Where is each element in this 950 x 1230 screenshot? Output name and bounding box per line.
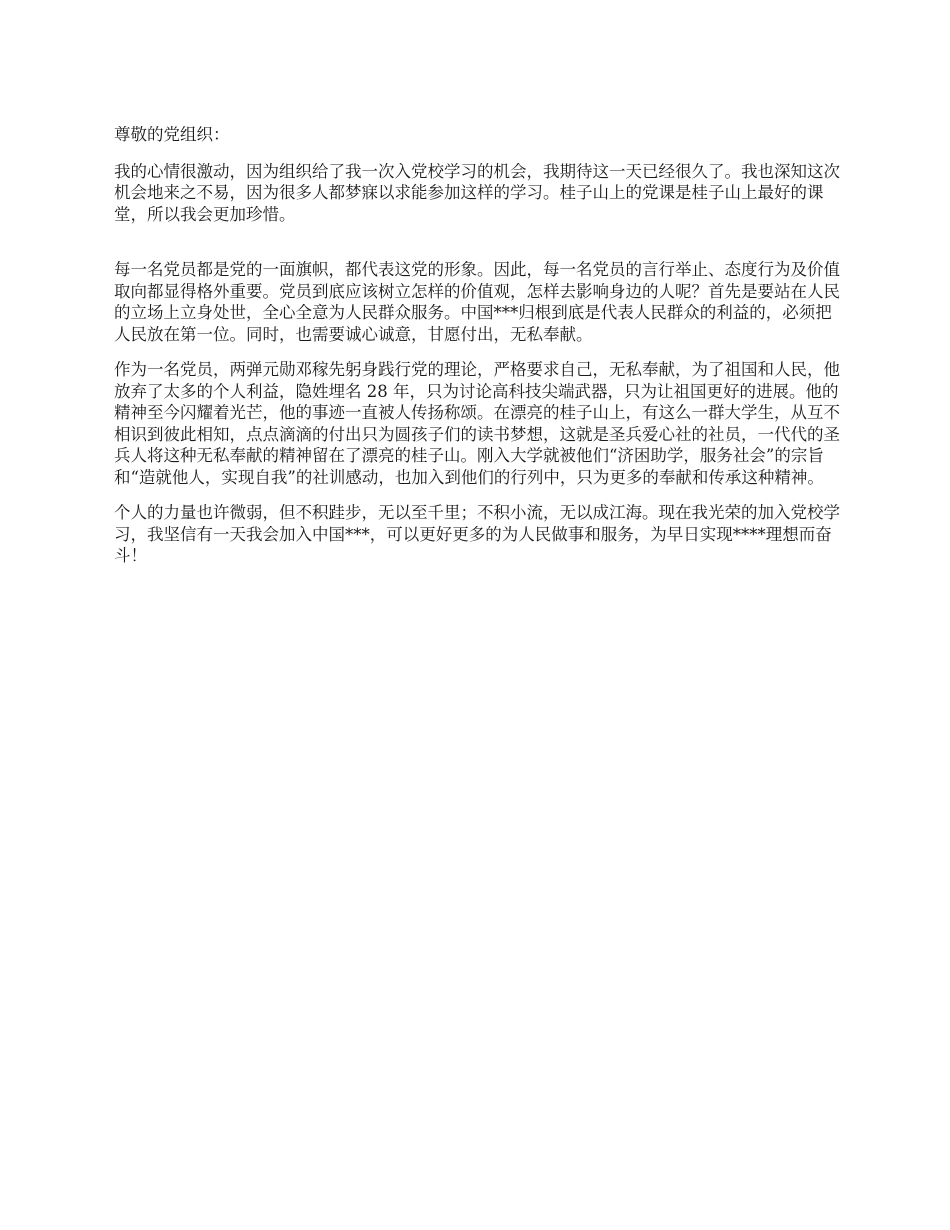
blank-line [114, 239, 844, 259]
salutation: 尊敬的党组织： [114, 125, 230, 144]
paragraph-2: 每一名党员都是党的一面旗帜，都代表这党的形象。因此，每一名党员的言行举止、态度行为及价值取向都显得格外重要。党员到底应该树立怎样的价值观，怎样去影响身边的人呢？首先是要站在人民的立场上立身处世，全心全意为人民群众服务。中国***归根到底是代表人民群众的利益的，必须把人民放在第一位。同时，也需要诚心诚意，甘愿付出，无私奉献。 [114, 260, 840, 344]
paragraph-4: 个人的力量也许微弱，但不积跬步，无以至千里；不积小流，无以成江海。现在我光荣的加入党校学习，我坚信有一天我会加入中国***，可以更好更多的为人民做事和服务，为早日实现****理想而奋斗！ [114, 503, 840, 565]
paragraph-3: 作为一名党员，两弹元勋邓稼先躬身践行党的理论，严格要求自己，无私奉献，为了祖国和人民，他放弃了太多的个人利益，隐姓埋名 28 年，只为讨论高科技尖端武器，只为让祖国更好的进展。他的精神至今闪耀着光芒，他的事迹一直被人传扬称颂。在漂亮的桂子山上，有这么一群大学生，从互不相识到彼此相知，点点滴滴的付出只为圆孩子们的读书梦想，这就是圣兵爱心社的社员，一代代的圣兵人将这种无私奉献的精神留在了漂亮的桂子山。刚入大学就被他们“济困助学，服务社会”的宗旨和“造就他人，实现自我”的社训感动，也加入到他们的行列中，只为更多的奉献和传承这种精神。 [114, 360, 840, 487]
paragraph-1: 我的心情很激动，因为组织给了我一次入党校学习的机会，我期待这一天已经很久了。我也深知这次机会地来之不易，因为很多人都梦寐以求能参加这样的学习。桂子山上的党课是桂子山上最好的课堂，所以我会更加珍惜。 [114, 161, 840, 224]
document-body [114, 124, 844, 581]
